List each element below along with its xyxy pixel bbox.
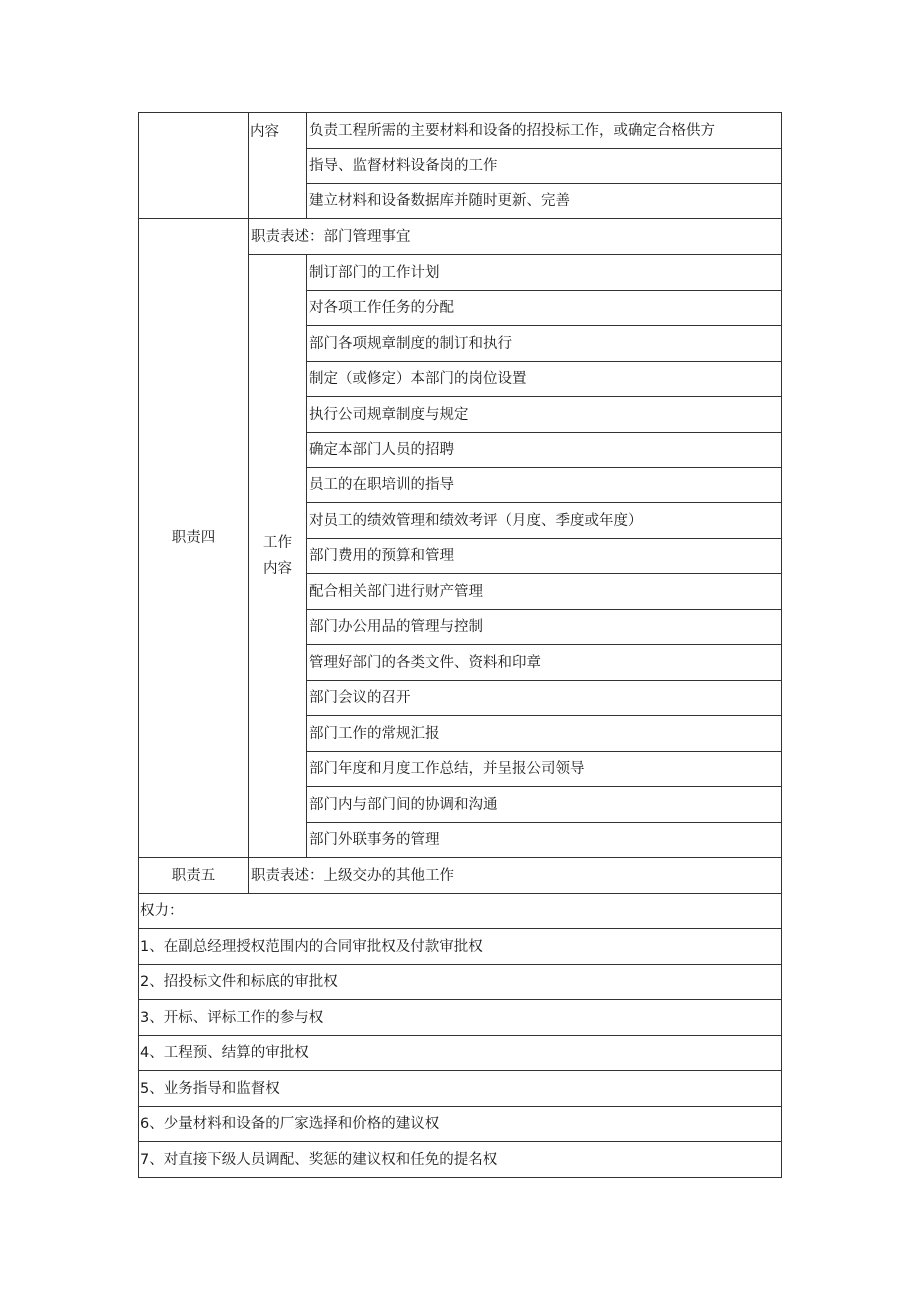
duty4-item: 部门各项规章制度的制订和执行 <box>307 326 782 362</box>
authority-item: 6、少量材料和设备的厂家选择和价格的建议权 <box>139 1107 782 1142</box>
duty4-statement: 职责表述：部门管理事宜 <box>249 219 782 255</box>
authority-heading: 权力： <box>139 894 782 929</box>
duty4-item: 部门年度和月度工作总结，并呈报公司领导 <box>307 752 782 787</box>
duty5-statement: 职责表述：上级交办的其他工作 <box>249 858 782 894</box>
duty4-item: 配合相关部门进行财产管理 <box>307 574 782 610</box>
duty4-item: 部门工作的常规汇报 <box>307 716 782 752</box>
duty4-item: 对各项工作任务的分配 <box>307 291 782 326</box>
duty4-item: 部门会议的召开 <box>307 681 782 716</box>
duty4-item: 部门办公用品的管理与控制 <box>307 610 782 645</box>
authority-item: 4、工程预、结算的审批权 <box>139 1036 782 1071</box>
duty4-item: 确定本部门人员的招聘 <box>307 433 782 468</box>
authority-item: 3、开标、评标工作的参与权 <box>139 1000 782 1036</box>
duty4-item: 管理好部门的各类文件、资料和印章 <box>307 645 782 681</box>
duty4-item: 制订部门的工作计划 <box>307 255 782 291</box>
authority-item: 7、对直接下级人员调配、奖惩的建议权和任免的提名权 <box>139 1142 782 1178</box>
work-label-line2: 内容 <box>263 561 292 577</box>
prev-content-item: 建立材料和设备数据库并随时更新、完善 <box>307 184 782 219</box>
duty4-item: 制定（或修定）本部门的岗位设置 <box>307 362 782 397</box>
authority-item: 5、业务指导和监督权 <box>139 1071 782 1107</box>
prev-content-item: 负责工程所需的主要材料和设备的招投标工作，或确定合格供方 <box>307 113 782 149</box>
authority-item: 1、在副总经理授权范围内的合同审批权及付款审批权 <box>139 929 782 965</box>
authority-item: 2、招投标文件和标底的审批权 <box>139 965 782 1000</box>
work-label-line1: 工作 <box>263 535 292 551</box>
prev-content-label: 内容 <box>249 113 307 219</box>
responsibility-table-page <box>138 112 781 1178</box>
duty4-title: 职责四 <box>139 219 249 858</box>
responsibility-table <box>138 112 782 1178</box>
duty4-work-content-label <box>249 255 307 858</box>
duty4-item: 对员工的绩效管理和绩效考评（月度、季度或年度） <box>307 503 782 539</box>
duty4-item: 部门外联事务的管理 <box>307 823 782 858</box>
duty5-title: 职责五 <box>139 858 249 894</box>
duty4-item: 部门费用的预算和管理 <box>307 539 782 574</box>
duty4-item: 执行公司规章制度与规定 <box>307 397 782 433</box>
duty4-item: 员工的在职培训的指导 <box>307 468 782 503</box>
prev-duty-title-cell <box>139 113 249 219</box>
prev-content-item: 指导、监督材料设备岗的工作 <box>307 149 782 184</box>
duty4-item: 部门内与部门间的协调和沟通 <box>307 787 782 823</box>
